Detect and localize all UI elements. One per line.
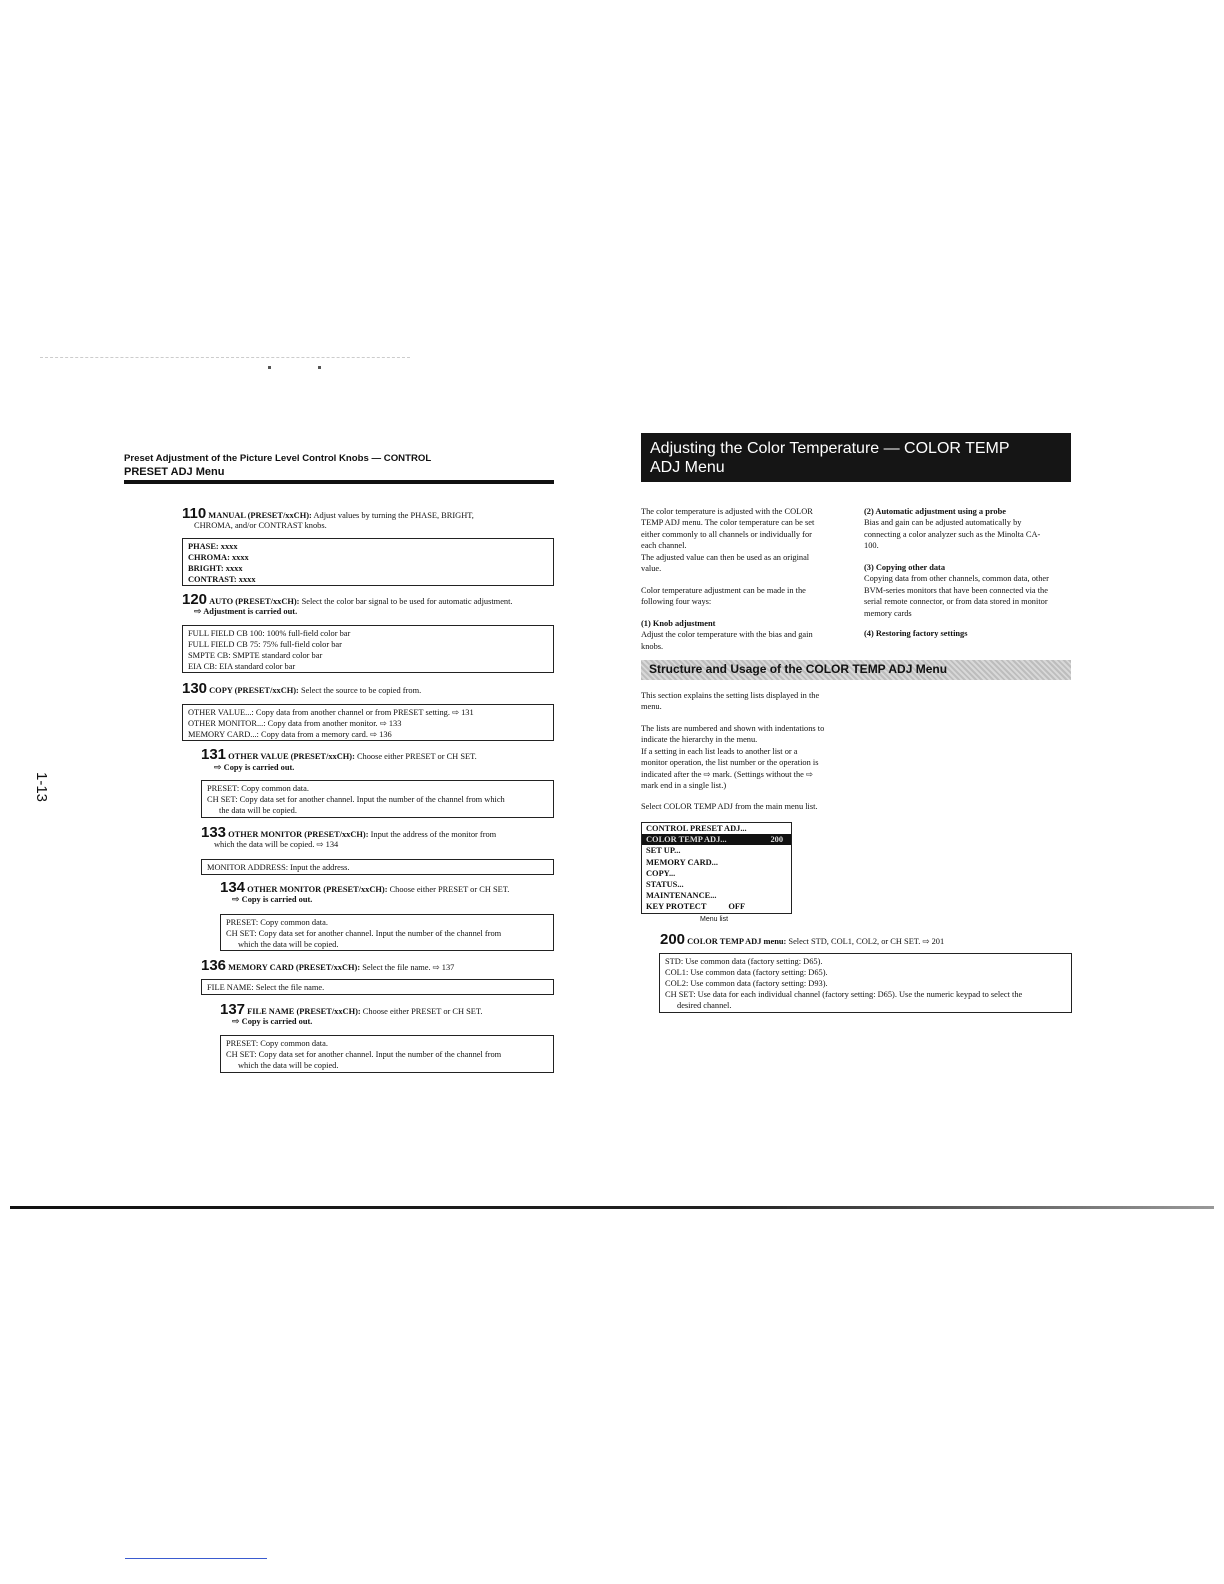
text-line: Adjust the color temperature with the bias and gain: [641, 630, 813, 640]
text-line: This section explains the setting lists displayed in the: [641, 691, 820, 700]
box-line: the data will be copied.: [219, 806, 297, 815]
box-line: EIA CB: EIA standard color bar: [188, 662, 296, 671]
text-line: knobs.: [641, 641, 664, 651]
item-title: COPY (PRESET/xxCH):: [209, 686, 299, 695]
text-line: value.: [641, 564, 662, 574]
intro-paragraph: [641, 506, 814, 574]
box-line: COL2: Use common data (factory setting: D93).: [665, 979, 828, 988]
text-line: each channel.: [641, 541, 687, 551]
scan-mark-top: [40, 357, 410, 358]
item-text: Select the file name. ⇨ 137: [362, 963, 455, 972]
item-title: MEMORY CARD (PRESET/xxCH):: [228, 963, 361, 972]
arrow-icon: ⇨: [232, 895, 240, 905]
menu-item-label: KEY PROTECT: [646, 902, 707, 912]
item-title: MANUAL (PRESET/xxCH):: [208, 511, 312, 520]
copy-data: [864, 562, 1049, 619]
knob-adjustment: [641, 618, 813, 652]
arrow-icon: ⇨: [194, 607, 202, 617]
text-line: Color temperature adjustment can be made in the: [641, 586, 806, 595]
text-line: connecting a color analyzer such as the Minolta CA-: [864, 529, 1041, 539]
text-line: The color temperature is adjusted with the COLOR: [641, 507, 813, 516]
item-text: Select STD, COL1, COL2, or CH SET. ⇨ 201: [788, 937, 945, 946]
item-text: Select the source to be copied from.: [300, 686, 422, 695]
result-text: Copy is carried out.: [241, 895, 313, 904]
text-line: mark end in a single list.): [641, 781, 727, 791]
menu-item-maintenance: MAINTENANCE...: [646, 891, 717, 901]
box-line: PRESET: Copy common data.: [226, 1039, 328, 1048]
right-title-line1: Adjusting the Color Temperature — COLOR TEMP: [650, 440, 1010, 457]
item-130: [182, 680, 421, 697]
item-131-text2: [214, 762, 294, 774]
menu-caption: Menu list: [700, 916, 729, 923]
item-110-text2: CHROMA, and/or CONTRAST knobs.: [194, 521, 327, 530]
text-line: If a setting in each list leads to another list or a: [641, 746, 798, 756]
section-paragraph-3: Select COLOR TEMP ADJ from the main menu list.: [641, 802, 818, 811]
box-line: CH SET: Copy data set for another channel. Input the number of the channel from: [226, 929, 502, 938]
box-line: SMPTE CB: SMPTE standard color bar: [188, 651, 323, 660]
subheading: (1) Knob adjustment: [641, 619, 716, 628]
item-134-text2: [232, 894, 312, 906]
item-200-box: [659, 953, 1072, 1013]
box-line: OTHER VALUE...: Copy data from another channel or from PRESET setting. ⇨ 131: [188, 708, 474, 717]
item-120-text2: [194, 606, 297, 618]
item-136-box: [201, 979, 554, 995]
item-title: AUTO (PRESET/xxCH):: [209, 597, 300, 606]
text-line: BVM-series monitors that have been connected via the: [864, 585, 1048, 595]
text-line: 100.: [864, 541, 879, 551]
text-line: TEMP ADJ menu. The color temperature can be set: [641, 518, 815, 528]
item-title: COLOR TEMP ADJ menu:: [687, 937, 787, 946]
auto-adjustment: [864, 506, 1040, 552]
box-line: PRESET: Copy common data.: [226, 918, 328, 927]
text-line: memory cards: [864, 608, 912, 618]
menu-item-memory-card: MEMORY CARD...: [646, 857, 718, 867]
restore-heading: (4) Restoring factory settings: [864, 629, 968, 638]
item-title: OTHER MONITOR (PRESET/xxCH):: [247, 885, 388, 894]
text-line: The lists are numbered and shown with indentations to: [641, 724, 825, 733]
box-line: CH SET: Copy data set for another channel. Input the number of the channel from: [226, 1050, 502, 1059]
item-text: Select the color bar signal to be used for automatic adjustment.: [301, 597, 513, 606]
right-title-line2: ADJ Menu: [650, 459, 725, 476]
bottom-blue-line: [125, 1558, 267, 1559]
item-137-box: [220, 1035, 554, 1073]
text-line: indicated after the ⇨ mark. (Settings without the ⇨: [641, 769, 813, 779]
box-line: FULL FIELD CB 100: 100% full-field color bar: [188, 629, 351, 638]
result-text: Copy is carried out.: [223, 763, 295, 772]
scan-dot: [268, 366, 271, 369]
item-131-box: [201, 780, 554, 818]
item-number: 136: [201, 957, 227, 974]
item-200: [660, 931, 944, 948]
menu-item-status: STATUS...: [646, 880, 684, 890]
item-136: [201, 957, 454, 974]
box-line: PRESET: Copy common data.: [207, 784, 309, 793]
item-text: Input the address of the monitor from: [370, 830, 497, 839]
item-133-box: [201, 859, 554, 875]
item-title: OTHER MONITOR (PRESET/xxCH):: [228, 830, 369, 839]
box-line: CONTRAST: xxxx: [188, 575, 256, 584]
item-number: 137: [220, 1001, 246, 1018]
box-line: STD: Use common data (factory setting: D65).: [665, 957, 823, 966]
menu-item-color-temp-highlighted: [642, 834, 791, 845]
menu-item-key-protect: [642, 901, 791, 912]
item-120-box: [182, 625, 554, 673]
menu-item-value: 200: [770, 835, 783, 845]
box-line: MONITOR ADDRESS: Input the address.: [207, 863, 350, 872]
menu-item-setup: SET UP...: [646, 846, 681, 856]
left-header-line1: Preset Adjustment of the Picture Level Control Knobs — CONTROL: [124, 453, 432, 464]
section-paragraph-2: [641, 723, 824, 791]
result-text: Copy is carried out.: [241, 1017, 313, 1026]
box-line: FILE NAME: Select the file name.: [207, 983, 325, 992]
section-paragraph-1: [641, 690, 819, 713]
box-line: OTHER MONITOR...: Copy data from another monitor. ⇨ 133: [188, 719, 402, 728]
item-text: Choose either PRESET or CH SET.: [356, 752, 477, 761]
item-title: FILE NAME (PRESET/xxCH):: [247, 1007, 361, 1016]
item-text: Adjust values by turning the PHASE, BRIGHT,: [313, 511, 474, 520]
item-130-box: [182, 704, 554, 741]
menu-item-copy: COPY...: [646, 868, 676, 878]
item-title: OTHER VALUE (PRESET/xxCH):: [228, 752, 355, 761]
item-110-box: [182, 538, 554, 586]
scan-dot: [318, 366, 321, 369]
box-line: FULL FIELD CB 75: 75% full-field color bar: [188, 640, 342, 649]
subheading: (2) Automatic adjustment using a probe: [864, 507, 1006, 516]
item-number: 133: [201, 824, 227, 841]
box-line: CHROMA: xxxx: [188, 553, 249, 562]
item-131: [201, 746, 477, 763]
box-line: CH SET: Copy data set for another channel. Input the number of the channel from which: [207, 795, 505, 804]
item-134-box: [220, 914, 554, 951]
result-text: Adjustment is carried out.: [203, 607, 298, 616]
item-number: 131: [201, 746, 227, 763]
text-line: monitor operation, the list number or the operation is: [641, 758, 819, 768]
item-133-text2: which the data will be copied. ⇨ 134: [214, 840, 339, 849]
menu-list: [641, 822, 792, 914]
text-line: serial remote connector, or from data stored in monitor: [864, 597, 1048, 607]
box-line: which the data will be copied.: [238, 940, 339, 949]
left-header-rule: [124, 480, 554, 484]
box-line: desired channel.: [677, 1001, 732, 1010]
item-137-text2: [232, 1016, 312, 1028]
item-number: 200: [660, 931, 686, 948]
box-line: which the data will be copied.: [238, 1061, 339, 1070]
bottom-rule: [10, 1206, 1214, 1209]
box-line: MEMORY CARD...: Copy data from a memory card. ⇨ 136: [188, 730, 392, 739]
arrow-icon: ⇨: [214, 763, 222, 773]
text-line: following four ways:: [641, 597, 712, 607]
text-line: The adjusted value can then be used as an original: [641, 552, 810, 562]
ways-paragraph: [641, 585, 806, 608]
left-header-line2: PRESET ADJ Menu: [124, 466, 225, 478]
menu-item-control-preset: CONTROL PRESET ADJ...: [646, 824, 747, 833]
box-line: CH SET: Use data for each individual channel (factory setting: D65). Use the numeric keypad to select the: [665, 990, 1023, 999]
box-line: PHASE: xxxx: [188, 542, 238, 551]
arrow-icon: ⇨: [232, 1017, 240, 1027]
box-line: BRIGHT: xxxx: [188, 564, 243, 573]
right-title-banner: [641, 433, 1071, 482]
box-line: COL1: Use common data (factory setting: D65).: [665, 968, 828, 977]
text-line: Copying data from other channels, common data, other: [864, 574, 1049, 584]
menu-item-label: COLOR TEMP ADJ...: [646, 835, 727, 845]
text-line: either commonly to all channels or individually for: [641, 529, 812, 539]
item-number: 130: [182, 680, 208, 697]
item-text: Choose either PRESET or CH SET.: [389, 885, 510, 894]
item-text: Choose either PRESET or CH SET.: [362, 1007, 483, 1016]
section-title: Structure and Usage of the COLOR TEMP ADJ Menu: [649, 662, 948, 676]
text-line: Bias and gain can be adjusted automatically by: [864, 518, 1022, 528]
text-line: indicate the hierarchy in the menu.: [641, 735, 758, 745]
section-banner: [641, 660, 1071, 680]
item-number: 134: [220, 879, 246, 896]
subheading: (3) Copying other data: [864, 563, 946, 572]
item-number: 110: [182, 505, 207, 522]
item-number: 120: [182, 591, 208, 608]
page-number: 1-13: [33, 772, 50, 803]
text-line: menu.: [641, 702, 662, 712]
menu-item-value: OFF: [728, 902, 746, 912]
